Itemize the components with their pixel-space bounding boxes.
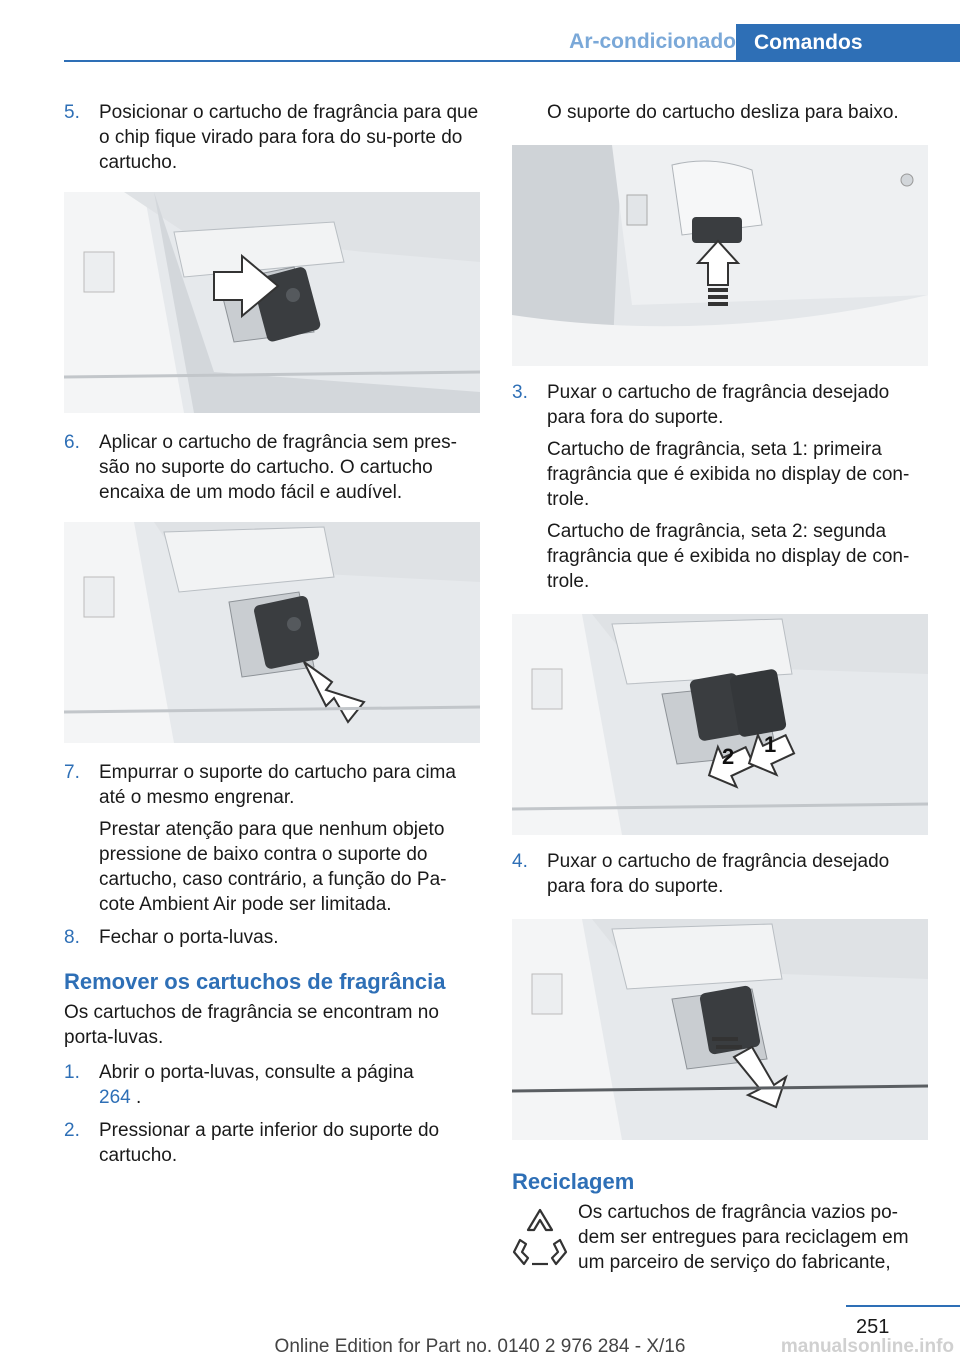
step-text: Aplicar o cartucho de fragrância sem pres‐são no suporte do cartucho. O cartucho encaixa de um modo fácil e audível. (99, 432, 457, 503)
section-intro: Os cartuchos de fragrância se encontram no porta-luvas. (64, 1002, 439, 1048)
step-3 (512, 380, 928, 430)
step-number: 3. (512, 382, 528, 403)
edition-footer: Online Edition for Part no. 0140 2 976 284 - X/16 (274, 1336, 686, 1357)
right-column (512, 100, 928, 1275)
step-2 (64, 1118, 480, 1168)
section-heading-remove: Remover os cartuchos de fragrância (64, 969, 446, 994)
header-rule (64, 60, 960, 62)
photo-cartridge-insert (64, 522, 480, 743)
step-text: Pressionar a parte inferior do suporte do cartucho. (99, 1120, 440, 1166)
step-6 (64, 430, 480, 505)
arrow-label-2: 2 (722, 744, 735, 769)
recycling-block (512, 1200, 928, 1275)
step-text: Puxar o cartucho de fragrância desejado para fora do suporte. (547, 382, 890, 428)
photo-cartridges-1-2 (512, 614, 928, 835)
step-text: Posicionar o cartucho de fragrância para que o chip fique virado para fora do su‐porte do cartucho. (99, 102, 479, 173)
recycling-text: Os cartuchos de fragrância vazios po‐dem ser entregues para reciclagem em um parceiro de serviço do fabricante, (578, 1202, 909, 1273)
step-7 (64, 760, 480, 810)
continuation-text: O suporte do cartucho desliza para baixo. (547, 102, 899, 123)
page-number: 251 (856, 1316, 890, 1338)
step-text: Empurrar o suporte do cartucho para cima até o mesmo engrenar. (99, 762, 456, 808)
step-text: Fechar o porta-luvas. (99, 927, 279, 948)
step-3-note-2: Cartucho de fragrância, seta 2: segunda fragrância que é exibida no display de con‐trole. (547, 521, 910, 592)
step-7-note: Prestar atenção para que nenhum objeto pressione de baixo contra o suporte do cartucho, caso contrário, a função do Pa‐cote Ambient Air pode ser limitada. (99, 819, 447, 915)
step-number: 2. (64, 1120, 80, 1141)
step-number: 5. (64, 102, 80, 123)
step-number: 6. (64, 432, 80, 453)
watermark: manualsonline.info (780, 1336, 954, 1357)
step-number: 7. (64, 762, 80, 783)
photo-cartridge-positioning (64, 192, 480, 413)
left-column (64, 100, 480, 1168)
step-number: 8. (64, 927, 80, 948)
step-1-after: . (130, 1087, 142, 1108)
section-heading-recycling: Reciclagem (512, 1169, 635, 1194)
step-3-note-1: Cartucho de fragrância, seta 1: primeira fragrância que é exibida no display de con‐trole. (547, 439, 910, 510)
step-1-text: Abrir o porta-luvas, consulte a página (99, 1062, 414, 1083)
header-chapter-tab: Comandos (736, 24, 960, 62)
step-number: 4. (512, 851, 528, 872)
step-number: 1. (64, 1062, 80, 1083)
step-1 (64, 1060, 480, 1110)
arrow-label-1: 1 (764, 732, 777, 757)
page-reference-link[interactable]: 264 (99, 1087, 131, 1108)
photo-holder-slides-down (512, 145, 928, 366)
step-5 (64, 100, 480, 175)
footer-rule (846, 1305, 960, 1307)
step-text (99, 1060, 480, 1110)
recycling-icon (512, 1206, 568, 1270)
step-4 (512, 849, 928, 899)
header-section-title: Ar-condicionado (569, 30, 736, 53)
step-8 (64, 925, 480, 950)
step-text: Puxar o cartucho de fragrância desejado para fora do suporte. (547, 851, 890, 897)
photo-cartridge-pull-out (512, 919, 928, 1140)
